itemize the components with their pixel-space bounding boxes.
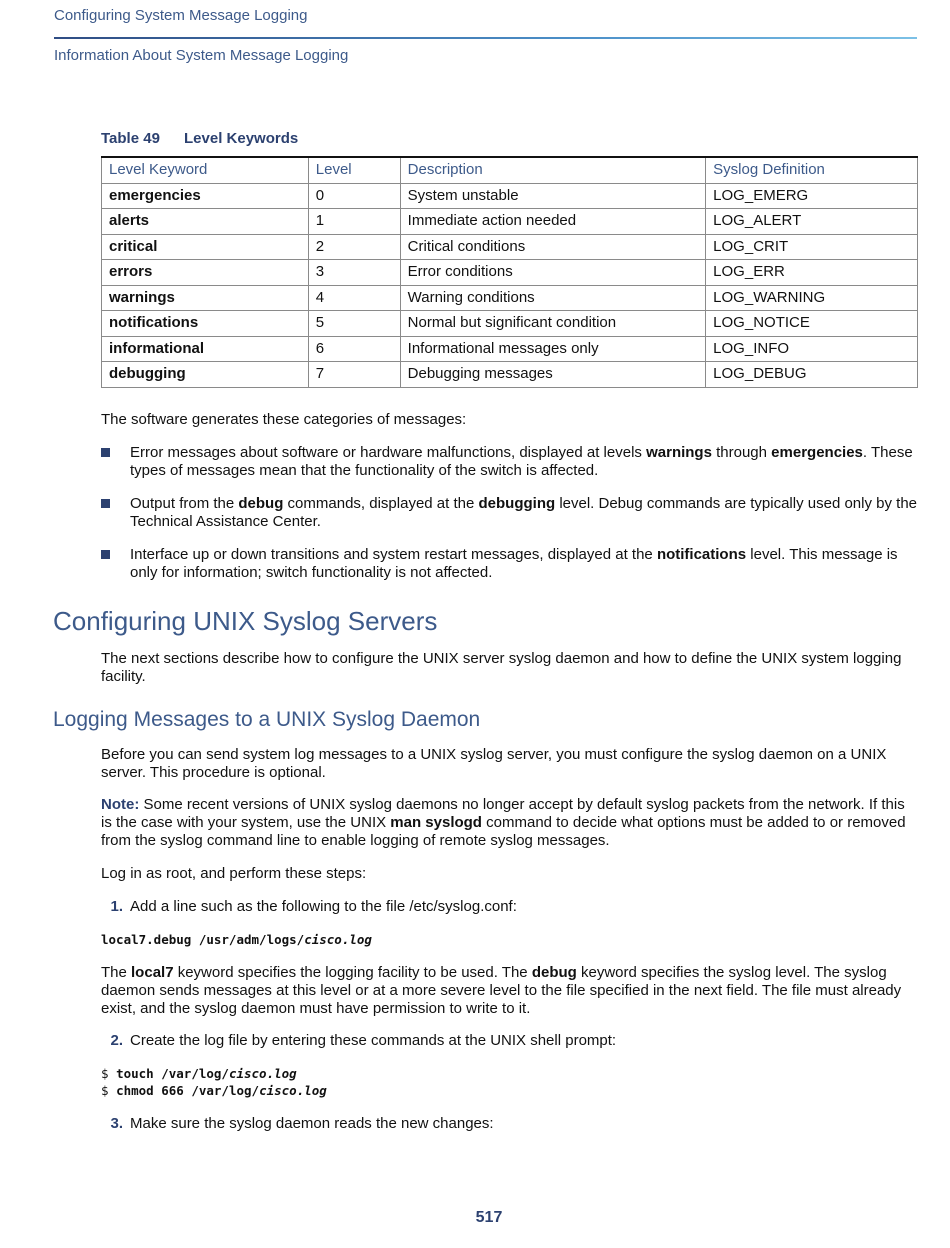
keyword: notifications: [656, 546, 747, 563]
keyword: debug: [531, 964, 577, 981]
explain-paragraph: [101, 964, 917, 1018]
code-block-syslog-conf: [101, 932, 372, 949]
bullet-text: Error messages about software or hardware malfunctions, displayed at levels: [130, 444, 647, 461]
code-text: local7.debug /usr/adm/logs/: [101, 932, 305, 947]
level-keyword-cell: warnings: [102, 285, 309, 311]
table-row: [102, 209, 918, 235]
description-cell: Error conditions: [400, 260, 706, 286]
table-row: [102, 336, 918, 362]
explain-text: The: [101, 964, 132, 981]
keyword: warnings: [646, 444, 712, 461]
bullet-item-interface-transitions: [130, 546, 920, 582]
level-keyword-cell: debugging: [102, 362, 309, 388]
step-text: Create the log file by entering these commands at the UNIX shell prompt:: [130, 1032, 617, 1049]
note-paragraph: [101, 796, 917, 850]
syslog-definition-cell: LOG_ERR: [706, 260, 918, 286]
description-cell: Warning conditions: [400, 285, 706, 311]
code-italic-text: cisco.log: [228, 1066, 297, 1081]
keyword: emergencies: [771, 444, 863, 461]
level-cell: 4: [308, 285, 400, 311]
description-cell: Immediate action needed: [400, 209, 706, 235]
section-intro-paragraph: The next sections describe how to configure the UNIX server syslog daemon and how to define the UNIX system logging facility.: [101, 650, 902, 685]
level-keyword-cell: alerts: [102, 209, 309, 235]
bullet-item-error-messages: [130, 444, 920, 480]
note-text: Some recent versions of UNIX syslog daemons no longer accept by default syslog packets from the network. If this is the case with your system, use the UNIX: [101, 796, 905, 831]
column-header: Description: [400, 157, 706, 183]
level-cell: 7: [308, 362, 400, 388]
level-keyword-cell: emergencies: [102, 183, 309, 209]
table-row: [102, 362, 918, 388]
step-number: 1.: [110, 898, 123, 915]
command-name: man syslogd: [390, 814, 482, 831]
level-cell: 5: [308, 311, 400, 337]
description-cell: Normal but significant condition: [400, 311, 706, 337]
table-row: [102, 234, 918, 260]
syslog-definition-cell: LOG_CRIT: [706, 234, 918, 260]
note-label: Note:: [101, 796, 140, 813]
step-text: Add a line such as the following to the file /etc/syslog.conf:: [130, 898, 517, 915]
description-cell: Critical conditions: [400, 234, 706, 260]
bullet-text: commands, displayed at the: [283, 495, 479, 512]
syslog-definition-cell: LOG_EMERG: [706, 183, 918, 209]
bullet-text: Output from the: [130, 495, 239, 512]
table-row: [102, 285, 918, 311]
table-caption-number: Table 49: [101, 130, 160, 147]
bullet-square-icon: [101, 550, 110, 559]
syslog-definition-cell: LOG_WARNING: [706, 285, 918, 311]
explain-text: keyword specifies the logging facility to be used. The: [173, 964, 532, 981]
bullet-text: Interface up or down transitions and system restart messages, displayed at the: [130, 546, 657, 563]
table-row: [102, 183, 918, 209]
column-header: Syslog Definition: [706, 157, 918, 183]
column-header: Level: [308, 157, 400, 183]
column-header: Level Keyword: [102, 157, 309, 183]
level-cell: 0: [308, 183, 400, 209]
bullet-item-debug-output: [130, 495, 920, 531]
running-header-section: Information About System Message Logging: [54, 47, 349, 64]
level-cell: 1: [308, 209, 400, 235]
table-row: [102, 260, 918, 286]
bullet-text: level. Debug commands are typically used only by the Technical Assistance Center.: [130, 495, 918, 530]
keyword: debug: [238, 495, 284, 512]
bullet-text: level. This message is only for information; switch functionality is not affected.: [130, 546, 898, 581]
bullet-text: through: [711, 444, 772, 461]
level-keywords-table: [101, 156, 918, 388]
step-text: Make sure the syslog daemon reads the new changes:: [130, 1115, 494, 1132]
code-italic-text: cisco.log: [259, 1082, 327, 1098]
syslog-definition-cell: LOG_NOTICE: [706, 311, 918, 337]
login-instruction: Log in as root, and perform these steps:: [101, 865, 367, 882]
level-cell: 6: [308, 336, 400, 362]
table-caption: [101, 130, 298, 147]
intro-paragraph: The software generates these categories of messages:: [101, 411, 467, 428]
level-keyword-cell: notifications: [102, 311, 309, 337]
note-text: command to decide what options must be added to or removed from the syslog command line to enable logging of remote syslog messages.: [101, 814, 906, 849]
step-number: 3.: [110, 1115, 123, 1132]
code-text: chmod 666 /var/log/: [116, 1082, 260, 1098]
syslog-definition-cell: LOG_ALERT: [706, 209, 918, 235]
section-heading-unix-syslog-servers: Configuring UNIX Syslog Servers: [53, 606, 438, 636]
bullet-text: . These types of messages mean that the functionality of the switch is affected.: [130, 444, 913, 479]
syslog-definition-cell: LOG_INFO: [706, 336, 918, 362]
table-header-row: [102, 157, 918, 183]
shell-prompt: $: [101, 1066, 109, 1081]
syslog-definition-cell: LOG_DEBUG: [706, 362, 918, 388]
code-block-create-log: [101, 1066, 327, 1099]
level-cell: 2: [308, 234, 400, 260]
shell-prompt: $: [101, 1082, 109, 1098]
description-cell: System unstable: [400, 183, 706, 209]
code-text: touch /var/log/: [116, 1066, 229, 1081]
table-caption-title: Level Keywords: [184, 130, 299, 147]
subsection-paragraph: Before you can send system log messages to a UNIX syslog server, you must configure the syslog daemon on a UNIX server. This procedure is optional.: [101, 746, 887, 781]
bullet-square-icon: [101, 499, 110, 508]
running-header-chapter: Configuring System Message Logging: [54, 7, 308, 24]
bullet-square-icon: [101, 448, 110, 457]
level-keyword-cell: informational: [102, 336, 309, 362]
keyword: debugging: [478, 495, 556, 512]
level-cell: 3: [308, 260, 400, 286]
table-row: [102, 311, 918, 337]
step-number: 2.: [110, 1032, 123, 1049]
level-keyword-cell: critical: [102, 234, 309, 260]
description-cell: Informational messages only: [400, 336, 706, 362]
code-italic-text: cisco.log: [304, 932, 372, 947]
subsection-heading-syslog-daemon: Logging Messages to a UNIX Syslog Daemon: [53, 708, 481, 731]
keyword: local7: [131, 964, 174, 981]
explain-text: keyword specifies the syslog level. The syslog daemon sends messages at this level or at a more severe level to the file specified in the next field. The file must already exist, and the syslog daemon must have permission to write to it.: [101, 964, 902, 1017]
level-keyword-cell: errors: [102, 260, 309, 286]
page-number: 517: [475, 1209, 503, 1226]
description-cell: Debugging messages: [400, 362, 706, 388]
header-rule: [54, 37, 917, 39]
